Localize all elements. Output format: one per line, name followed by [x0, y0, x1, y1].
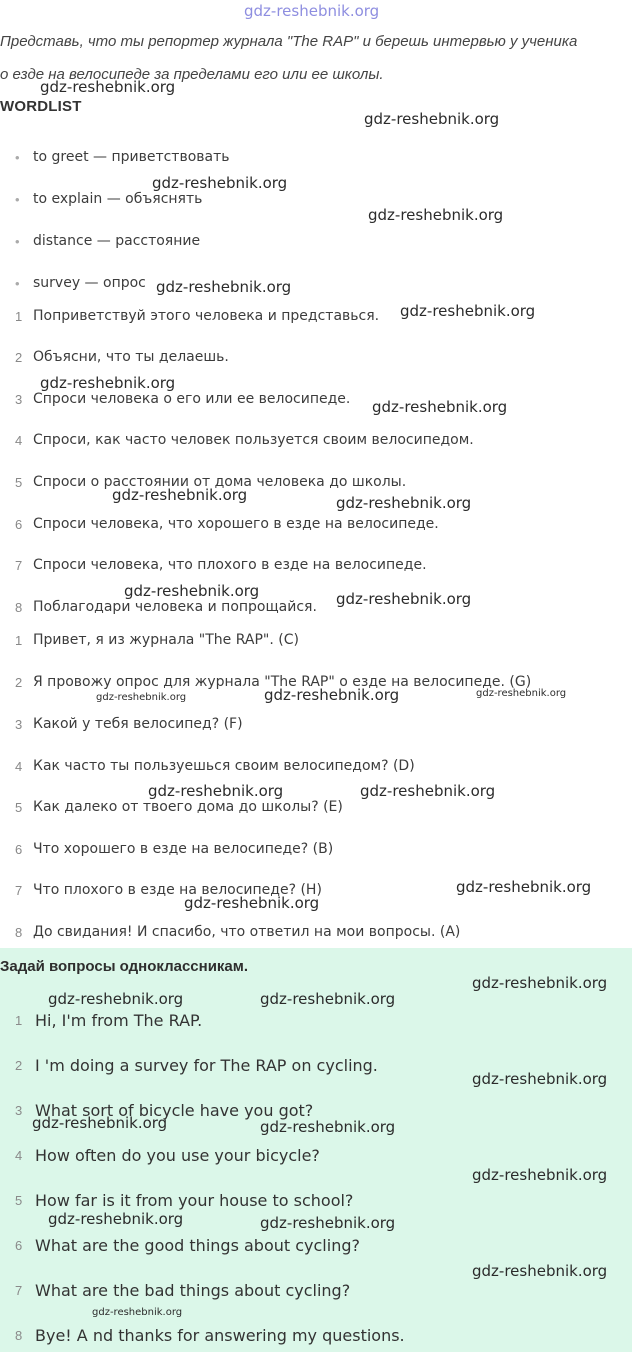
- answer-text: Что плохого в езде на велосипеде? (H): [33, 882, 322, 898]
- watermark: gdz-reshebnik.org: [260, 990, 396, 1008]
- task-text: Поблагодари человека и попрощайся.: [33, 599, 317, 615]
- task-text: Спроси человека о его или ее велосипеде.: [33, 391, 351, 407]
- answer-ru-item: [0, 628, 299, 652]
- wordlist-item-text: to greet — приветствовать: [33, 149, 230, 165]
- task-text: Спроси о расстоянии от дома человека до школы.: [33, 474, 407, 490]
- task-text: Объясни, что ты делаешь.: [33, 349, 229, 365]
- task-item: [0, 345, 229, 369]
- classmates-text: What are the good things about cycling?: [35, 1235, 360, 1255]
- watermark: gdz-reshebnik.org: [336, 494, 472, 512]
- wordlist-item: [0, 229, 200, 253]
- classmates-number: 8: [15, 1327, 23, 1343]
- watermark: gdz-reshebnik.org: [156, 278, 292, 296]
- task-text: Спроси человека, что хорошего в езде на велосипеде.: [33, 516, 439, 532]
- watermark: gdz-reshebnik.org: [456, 878, 592, 896]
- watermark: gdz-reshebnik.org: [472, 1262, 608, 1280]
- watermark: gdz-reshebnik.org: [364, 110, 500, 128]
- task-text: Спроси, как часто человек пользуется своим велосипедом.: [33, 432, 474, 448]
- task-number: 1: [15, 308, 23, 324]
- watermark-small: gdz-reshebnik.org: [476, 688, 567, 699]
- watermark-small: gdz-reshebnik.org: [96, 692, 187, 703]
- answer-ru-item: [0, 754, 415, 778]
- watermark: gdz-reshebnik.org: [48, 990, 184, 1008]
- task-number: 3: [15, 391, 23, 407]
- watermark: gdz-reshebnik.org: [124, 582, 260, 600]
- watermark: gdz-reshebnik.org: [472, 1070, 608, 1088]
- answer-text: Что хорошего в езде на велосипеде? (B): [33, 841, 334, 857]
- answer-text: Привет, я из журнала "The RAP". (C): [33, 632, 299, 648]
- answer-ru-item: [0, 837, 333, 861]
- intro-line-1: Представь, что ты репортер журнала "The RAP" и берешь интервью у ученика: [0, 33, 578, 50]
- task-number: 7: [15, 557, 23, 573]
- answer-number: 5: [15, 799, 23, 815]
- watermark: gdz-reshebnik.org: [260, 1118, 396, 1136]
- watermark: gdz-reshebnik.org: [48, 1210, 184, 1228]
- watermark: gdz-reshebnik.org: [264, 686, 400, 704]
- classmates-text: What are the bad things about cycling?: [35, 1280, 351, 1300]
- classmates-text: Hi, I'm from The RAP.: [35, 1010, 203, 1030]
- answer-text: До свидания! И спасибо, что ответил на мои вопросы. (A): [33, 924, 461, 940]
- watermark-small: gdz-reshebnik.org: [92, 1307, 183, 1318]
- task-number: 6: [15, 516, 23, 532]
- task-number: 5: [15, 474, 23, 490]
- wordlist-item: [0, 271, 146, 295]
- watermark: gdz-reshebnik.org: [184, 894, 320, 912]
- wordlist-item-text: to explain — объяснять: [33, 191, 203, 207]
- classmates-item: [0, 1277, 350, 1303]
- watermark: gdz-reshebnik.org: [336, 590, 472, 608]
- task-text: Поприветствуй этого человека и представься.: [33, 308, 380, 324]
- classmates-number: 5: [15, 1192, 23, 1208]
- classmates-text: I 'm doing a survey for The RAP on cycling.: [35, 1055, 378, 1075]
- watermark: gdz-reshebnik.org: [368, 206, 504, 224]
- classmates-number: 4: [15, 1147, 23, 1163]
- answer-text: Как часто ты пользуешься своим велосипедом? (D): [33, 758, 415, 774]
- answer-number: 8: [15, 924, 23, 940]
- answer-number: 6: [15, 841, 23, 857]
- watermark-top: gdz-reshebnik.org: [244, 2, 380, 20]
- classmates-number: 2: [15, 1057, 23, 1073]
- answer-number: 4: [15, 758, 23, 774]
- watermark: gdz-reshebnik.org: [400, 302, 536, 320]
- watermark: gdz-reshebnik.org: [360, 782, 496, 800]
- classmates-text: How far is it from your house to school?: [35, 1190, 354, 1210]
- classmates-text: How often do you use your bicycle?: [35, 1145, 320, 1165]
- watermark: gdz-reshebnik.org: [40, 374, 176, 392]
- classmates-item: [0, 1007, 202, 1033]
- classmates-item: [0, 1322, 405, 1348]
- answer-number: 2: [15, 674, 23, 690]
- bullet-icon: •: [15, 233, 20, 249]
- classmates-number: 7: [15, 1282, 23, 1298]
- intro-line-2: о езде на велосипеде за пределами его или ее школы.: [0, 66, 384, 83]
- task-text: Спроси человека, что плохого в езде на велосипеде.: [33, 557, 427, 573]
- task-number: 8: [15, 599, 23, 615]
- wordlist-item-text: distance — расстояние: [33, 233, 201, 249]
- classmates-number: 6: [15, 1237, 23, 1253]
- wordlist-item-text: survey — опрос: [33, 275, 146, 291]
- watermark: gdz-reshebnik.org: [472, 974, 608, 992]
- classmates-item: [0, 1142, 320, 1168]
- answer-text: Какой у тебя велосипед? (F): [33, 716, 243, 732]
- classmates-heading: Задай вопросы одноклассникам.: [0, 958, 249, 975]
- classmates-text: Bye! A nd thanks for answering my questions.: [35, 1325, 405, 1345]
- answer-ru-item: [0, 920, 460, 944]
- watermark: gdz-reshebnik.org: [112, 486, 248, 504]
- answer-number: 7: [15, 882, 23, 898]
- task-item: [0, 428, 474, 452]
- task-item: [0, 304, 379, 328]
- wordlist-item: [0, 145, 230, 169]
- task-number: 4: [15, 432, 23, 448]
- bullet-icon: •: [15, 149, 20, 165]
- classmates-number: 1: [15, 1012, 23, 1028]
- classmates-item: [0, 1232, 360, 1258]
- watermark: gdz-reshebnik.org: [372, 398, 508, 416]
- task-number: 2: [15, 349, 23, 365]
- task-item: [0, 512, 439, 536]
- watermark: gdz-reshebnik.org: [148, 782, 284, 800]
- watermark: gdz-reshebnik.org: [40, 78, 176, 96]
- watermark: gdz-reshebnik.org: [472, 1166, 608, 1184]
- bullet-icon: •: [15, 191, 20, 207]
- task-item: [0, 553, 427, 577]
- answer-ru-item: [0, 712, 243, 736]
- answer-number: 3: [15, 716, 23, 732]
- classmates-text: What sort of bicycle have you got?: [35, 1100, 314, 1120]
- classmates-number: 3: [15, 1102, 23, 1118]
- classmates-item: [0, 1052, 378, 1078]
- watermark: gdz-reshebnik.org: [32, 1114, 168, 1132]
- answer-text: Как далеко от твоего дома до школы? (E): [33, 799, 343, 815]
- answer-number: 1: [15, 632, 23, 648]
- answer-text: Я провожу опрос для журнала "The RAP" о езде на велосипеде. (G): [33, 674, 532, 690]
- watermark: gdz-reshebnik.org: [152, 174, 288, 192]
- bullet-icon: •: [15, 275, 20, 291]
- wordlist-heading: WORDLIST: [0, 98, 82, 115]
- watermark: gdz-reshebnik.org: [260, 1214, 396, 1232]
